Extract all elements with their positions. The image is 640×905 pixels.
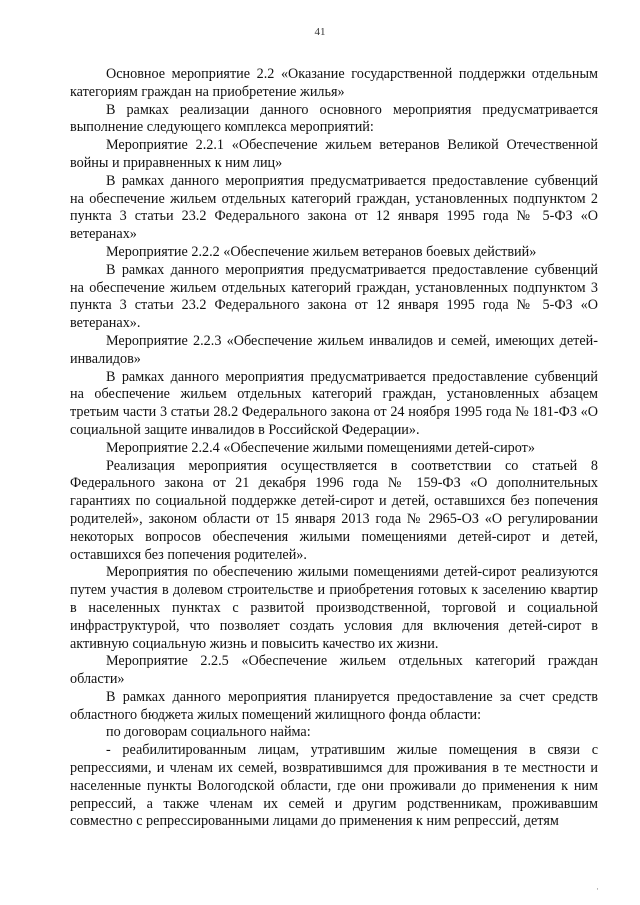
paragraph-activity-2-2-4-basis: Реализация мероприятия осуществляется в соответствии со статьей 8 Федерального закона от 21 декабря 1996 года № 159-ФЗ «О дополнительных гарантиях по социальной поддержке детей-сирот и детей, оставшихся без попечения родителей», законом области от 15 января 2013 года № 2965-ОЗ «О регулировании некоторых вопросов обеспечения жилыми помещениями детей-сирот и детей, оставшихся без попечения родителей». xyxy=(70,457,598,563)
paragraph-activity-2-2-1-body: В рамках данного мероприятия предусматривается предоставление субвенций на обеспечение жильем отдельных категорий граждан, установленных подпунктом 2 пункта 3 статьи 23.2 Федерального закона от 12 января 1995 года № 5-ФЗ «О ветеранах» xyxy=(70,172,598,243)
paragraph-activity-2-2-4-implementation: Мероприятия по обеспечению жилыми помещениями детей-сирот реализуются путем участия в долевом строительстве и приобретения готовых к заселению квартир в населенных пунктах с развитой производственной, торговой и социальной инфраструктурой, что позволяет создать условия для включения детей-сирот в активную социальную жизнь и повысить качество их жизни. xyxy=(70,564,598,652)
paragraph-activity-2-2-5-title: Мероприятие 2.2.5 «Обеспечение жильем отдельных категорий граждан области» xyxy=(70,653,598,688)
page-number: 41 xyxy=(314,26,326,38)
paragraph-intro: В рамках реализации данного основного мероприятия предусматривается выполнение следующего комплекса мероприятий: xyxy=(70,101,598,136)
corner-mark: · xyxy=(596,884,599,894)
paragraph-activity-2-2-2-body: В рамках данного мероприятия предусматривается предоставление субвенций на обеспечение жильем отдельных категорий граждан, установленных подпунктом 3 пункта 3 статьи 23.2 Федерального закона от 12 января 1995 года № 5-ФЗ «О ветеранах». xyxy=(70,261,598,332)
paragraph-activity-2-2-2-title: Мероприятие 2.2.2 «Обеспечение жильем ветеранов боевых действий» xyxy=(106,243,537,260)
paragraph-activity-2-2-3-title: Мероприятие 2.2.3 «Обеспечение жильем инвалидов и семей, имеющих детей-инвалидов» xyxy=(70,332,598,367)
paragraph-activity-2-2-3-body: В рамках данного мероприятия предусматривается предоставление субвенций на обеспечение жильем отдельных категорий граждан, установленных абзацем третьим части 3 статьи 28.2 Федерального закона от 24 ноября 1995 года № 181-ФЗ «О социальной защите инвалидов в Российской Федерации». xyxy=(70,368,598,438)
paragraph-main-activity-2-2: Основное мероприятие 2.2 «Оказание государственной поддержки отдельным категориям граждан на приобретение жилья» xyxy=(70,66,598,100)
document-body xyxy=(70,66,598,831)
paragraph-activity-2-2-1-title: Мероприятие 2.2.1 «Обеспечение жильем ветеранов Великой Отечественной войны и приравненных к ним лиц» xyxy=(70,137,598,171)
paragraph-activity-2-2-4-title: Мероприятие 2.2.4 «Обеспечение жилыми помещениями детей-сирот» xyxy=(106,439,535,456)
paragraph-social-rent: по договорам социального найма: xyxy=(106,724,311,741)
paragraph-activity-2-2-5-body: В рамках данного мероприятия планируется предоставление за счет средств областного бюджета жилых помещений жилищного фонда области: xyxy=(70,688,598,723)
paragraph-rehabilitated-persons: - реабилитированным лицам, утратившим жилые помещения в связи с репрессиями, и членам их семей, возвратившимся для проживания в те местности и населенные пункты Вологодской области, где они проживали до применения к ним репрессий, а также членам их семей и другим родственникам, проживавшим совместно с репрессированными лицами до применения к ним репрессий, детям xyxy=(70,742,598,830)
